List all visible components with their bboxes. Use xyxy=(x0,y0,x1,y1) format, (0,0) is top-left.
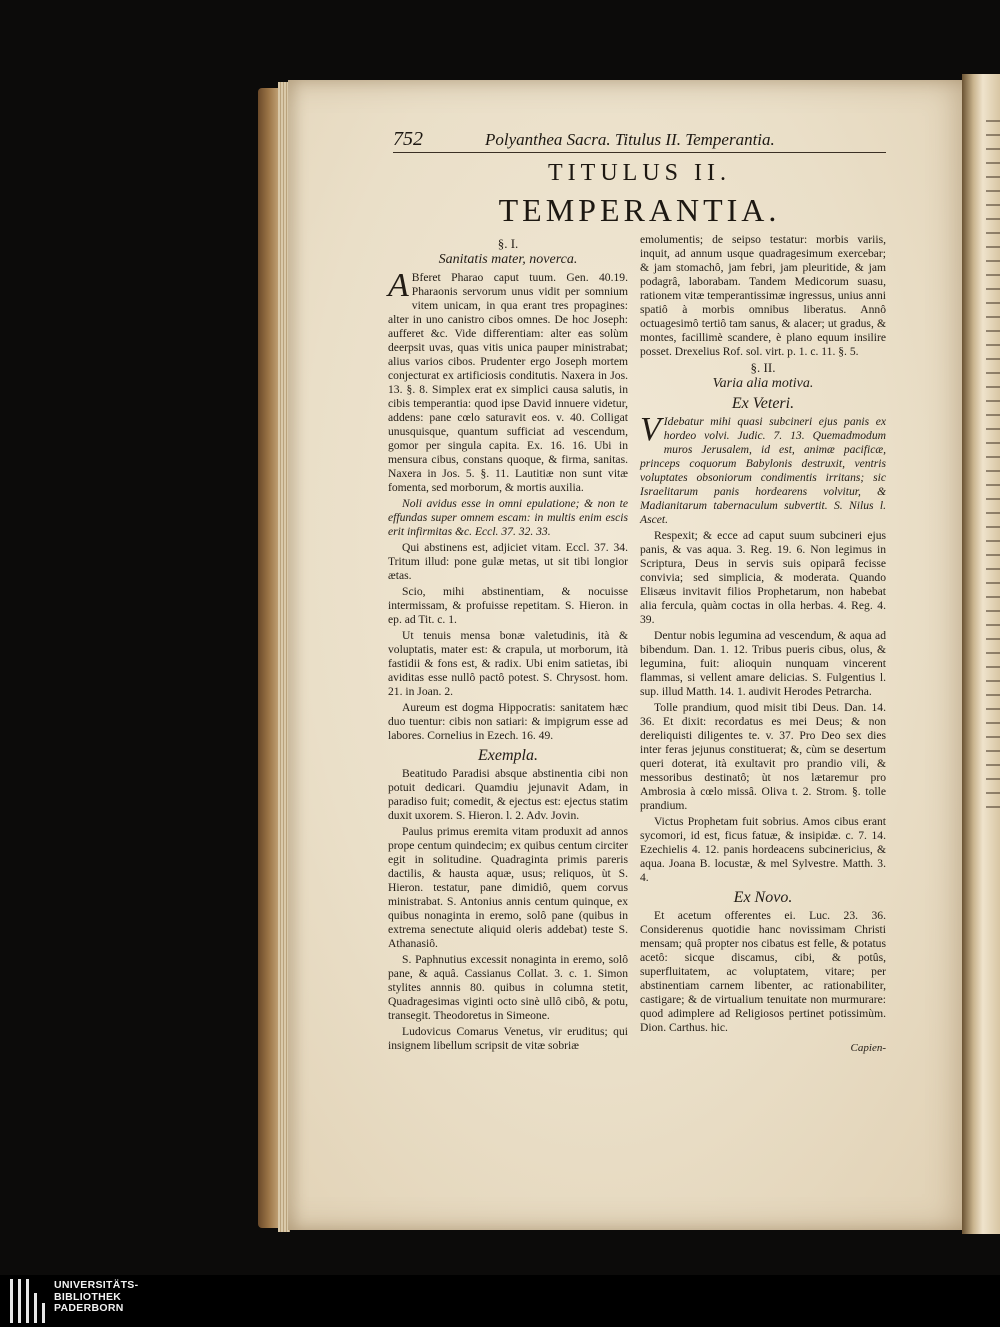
paragraph: Ludovicus Comarus Venetus, vir eruditus; qui insignem libellum scripsit de vitæ sobriæ xyxy=(388,1025,628,1052)
ex-veteri-heading: Ex Veteri. xyxy=(731,395,795,412)
section-number: §. I. xyxy=(497,236,519,251)
section-subheading: Sanitatis mater, noverca. xyxy=(438,252,578,267)
drop-capital: V xyxy=(640,411,661,448)
ex-novo-heading: Ex Novo. xyxy=(733,889,793,906)
paragraph: A Bferet Pharao caput tuum. Gen. 40.19. Pharaonis servorum unus vidit per somnium vitem unicam, in qua erant tres propagines: alter in uno canistro cibos omnes. De hoc Joseph: aufferet &c. Vide differentiam: alter eas solùm deerpsit uvas, quas vitis unica pauper ministrabat; alius varios cibos. Prudenter ergo Joseph mortem conjecturat ex artificiosis conditutis. Naxera in Jos. 13. §. 8. Simplex erat ex simplici causa salutis, in cibis temperantia: quod ipse David innuere videtur, addens: pane cœlo saturavit eos. v. 40. Colligat unusquisque, quantum sufficiat ad vescendum, gomor per singula capita. Ex. 16. 16. Ubi in mensura cibus, constans quoque, & firma, sanitas. Naxera in Jos. 5. §. 11. Lautitiæ non sunt vitæ fomenta, sed morborum, & mortis auxilia. xyxy=(388,267,628,494)
paragraph: Dentur nobis legumina ad vescendum, & aqua ad bibendum. Dan. 1. 12. Tribus pueris cibus, olus, & legumina, fuit: alioquin nunquam vincerent flammas, si vellent amare delicias. S. Fulgentius l. sup. illud Matth. 14. 1. audivit Herodes Petrarcha. xyxy=(640,629,886,698)
paragraph: Beatitudo Paradisi absque abstinentia cibi non potuit dedicari. Quamdiu jejunavit Adam, in paradiso fuit; comedit, & ejectus est: ejectus statim duxit uxorem. S. Hieron. l. 2. Adv. Jovin. xyxy=(388,767,628,822)
paragraph: S. Paphnutius excessit nonaginta in eremo, solô pane, & aquâ. Cassianus Collat. 3. c. 1. Simon stylites annnis 80. quibus in columna stetit, Quadragesimas viginti octo sinè ullô cibô, & potu, transegit. Theodoretus in Simeone. xyxy=(388,953,628,1022)
paragraph: Qui abstinens est, adjiciet vitam. Eccl. 37. 34. Tritum illud: pone gulæ metas, ut sit tibi longior ætas. xyxy=(388,541,628,582)
titulus-heading: TITULUS II. xyxy=(548,160,731,186)
library-logo-text: UNIVERSITÄTS- BIBLIOTHEK PADERBORN xyxy=(54,1279,139,1314)
facing-page-text xyxy=(986,120,1000,820)
library-logo-icon xyxy=(10,1279,46,1323)
paragraph: Ut tenuis mensa bonæ valetudinis, ità & voluptatis, mater est: & crapula, ut morborum, ità fastidii & fons est, & radix. Ubi enim satietas, ibi aviditas esse nullô pactô potest. S. Chrysost. hom. 21. in Joan. 2. xyxy=(388,629,628,698)
paragraph: Aureum est dogma Hippocratis: sanitatem hæc duo tuentur: cibis non satiari: & impigrum esse ad labores. Cornelius in Ezech. 16. 49. xyxy=(388,701,628,742)
page-title: TEMPERANTIA. xyxy=(498,192,781,228)
paragraph: Scio, mihi abstinentiam, & nocuisse intermissam, & profuisse repetitam. S. Hieron. in ep. ad Tit. c. 1. xyxy=(388,585,628,626)
footer-bar xyxy=(0,1275,1000,1327)
text-column-right xyxy=(640,233,886,1055)
paragraph: Noli avidus esse in omni epulatione; & non te effundas super omnem escam: in multis enim escis erit infirmitas &c. Eccl. 37. 32. 33. xyxy=(388,497,628,538)
text-column-left xyxy=(388,235,628,1055)
paragraph: Respexit; & ecce ad caput suum subcineri ejus panis, & vas aqua. 3. Reg. 19. 6. Non legimus in Scriptura, Deus in servis suis opiparâ fecisse convivia; sed simplicia, & moderata. Quando Elisæus invitavit filios Prophetarum, non habebat alia fercula, quàm coctas in olla herbas. 4. Reg. 4. 39. xyxy=(640,529,886,626)
section-number: §. II. xyxy=(750,360,776,375)
paragraph: Victus Prophetam fuit sobrius. Amos cibus erant sycomori, id est, ficus fatuæ, & insipidæ. c. 7. 14. Ezechielis 4. 12. panis hordeacens subcinericius, & aqua. Joana B. locustæ, & mel Sylvestre. Matth. 3. 4. xyxy=(640,815,886,884)
catchword: Capien- xyxy=(850,1042,886,1054)
drop-capital: A xyxy=(388,267,409,304)
running-head xyxy=(393,128,886,153)
paragraph: Paulus primus eremita vitam produxit ad annos prope centum quindecim; ex quibus centum circiter egit in solitudine. Quadraginta primis pareris dactilis, & hausta aquæ, usus; reliquos, ùt S. Hieron. testatur, pane dimidiô, quem corvus ministrabat. S. Antonius annis centum quinque, ex quibus nonaginta in eremo, solô pane (quibus in extrema senectute aliquid oleris addebat) teste S. Athanasiô. xyxy=(388,825,628,950)
paragraph: Tolle prandium, quod misit tibi Deus. Dan. 14. 36. Et dixit: recordatus es mei Deus; & non dereliquisti diligentes te. v. 37. Pro Deo sex dies inter feras jejunus constituerat; &, cùm se desertum queri doterat, ità exultavit pro prandio vili, & messoribus destinatô; ùt nos lætaremur pro Ambrosia à cœlo missâ. Oliva t. 2. Strom. §. tolle prandium. xyxy=(640,701,886,812)
section-subheading: Varia alia motiva. xyxy=(712,376,814,391)
exempla-heading: Exempla. xyxy=(478,747,538,764)
running-title: Polyanthea Sacra. Titulus II. Temperantia. xyxy=(485,130,775,149)
paragraph: Et acetum offerentes ei. Luc. 23. 36. Considerenus quotidie hanc novissimam Christi mensam; quâ propter nos cibatus est felle, & potatus acetô: sicque discamus, cibi, & potûs, superfluitatem, ac voluptatem, vitare; per abstinentiam carnem libenter, ac rationabiliter, castigare; & de virtualium tenuitate non murmurare: quod adimplere ad Religiosos pertinet potissimùm. Dion. Carthus. hic. xyxy=(640,909,886,1034)
paragraph: emolumentis; de seipso testatur: morbis variis, inquit, ad annum usque quadragesimum exercebar; & jam stomachô, jam febri, jam pleuritide, & jam podagrâ, laborabam. Tandem Medicorum suasu, rationem vitæ temperantissimæ ingressus, unius anni spatiô à morbis omnibus liberatus. Annô octuagesimô tertiô tam sanus, & alacer; ut gradus, & montes, facillimè scandere, è plano equum insilire posset. Drexelius Rof. sol. virt. p. 1. c. 11. §. 5. xyxy=(640,233,886,358)
paragraph: V Idebatur mihi quasi subcineri ejus panis ex hordeo volvi. Judic. 7. 13. Quemadmodum muros Jerusalem, id est, animæ pacificæ, princeps coquorum Babylonis destruxit, ventris voluptates obsoniorum condimentis irritans; sic Israelitarum panis hordearens volvitur, & Madianitarum tabernaculum subvertit. S. Nilus l. Ascet. xyxy=(640,411,886,526)
page-number: 752 xyxy=(393,128,423,150)
